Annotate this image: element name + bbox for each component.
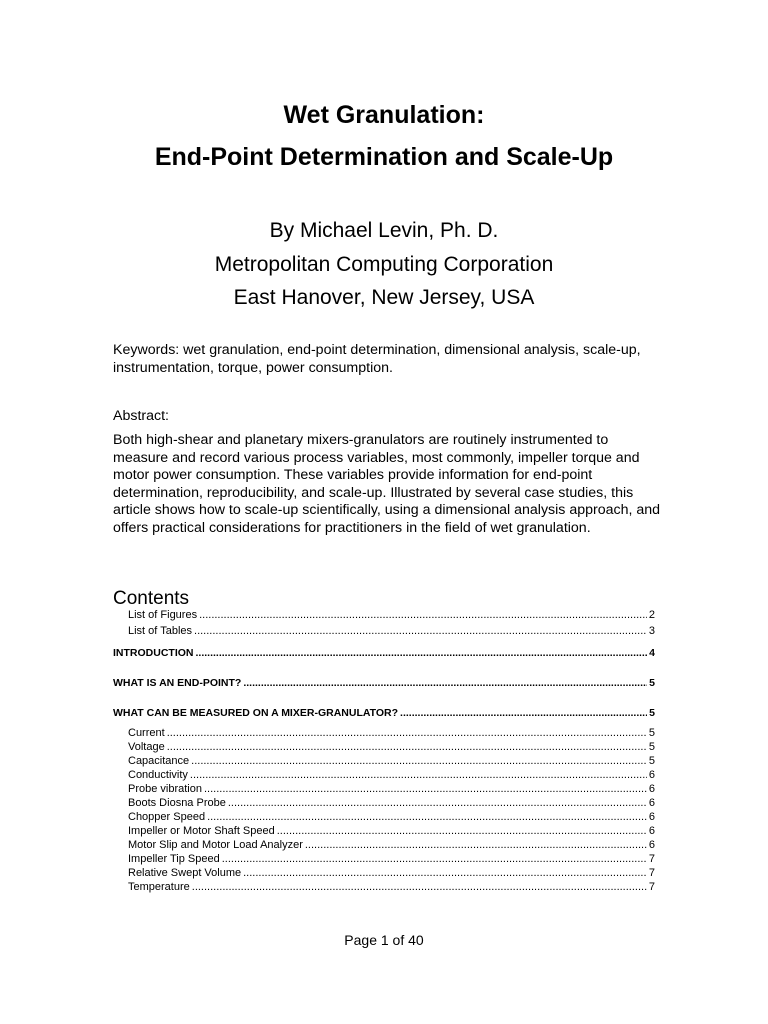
title-line-2: End-Point Determination and Scale-Up — [154, 143, 614, 171]
toc-entry-page: 5 — [648, 741, 655, 753]
toc-entry[interactable] — [128, 740, 655, 754]
toc-entry[interactable] — [128, 782, 655, 796]
toc-entry-page: 6 — [648, 769, 655, 781]
toc-entry-page: 6 — [648, 825, 655, 837]
toc-leader-dots — [167, 727, 647, 740]
toc-entry-page: 5 — [648, 755, 655, 767]
keywords-paragraph: Keywords: wet granulation, end-point determination, dimensional analysis, scale-up, instrumentation, torque, power consumption. — [113, 342, 641, 376]
toc-entry[interactable] — [128, 624, 655, 638]
abstract-text: Both high-shear and planetary mixers-granulators are routinely instrumented to measure and record various process variables, most commonly, impeller torque and motor power consumption. These variables provide information for end-point determination, reproducibility, and scale-up. Illustrated by several case studies, this article shows how to scale-up scientifically, using a dimensional analysis approach, and offers practical considerations for practitioners in the field of wet granulation. — [113, 432, 661, 536]
toc-entry-page: 6 — [648, 797, 655, 809]
toc-leader-dots — [222, 853, 647, 866]
toc-entry-label: WHAT CAN BE MEASURED ON A MIXER-GRANULATOR? — [113, 707, 399, 719]
toc-entry-label: WHAT IS AN END-POINT? — [113, 677, 242, 689]
toc-leader-dots — [228, 797, 647, 810]
contents-heading: Contents — [113, 588, 190, 609]
toc-entry-label: Conductivity — [128, 769, 188, 781]
toc-entry-label: List of Figures — [128, 609, 198, 621]
toc-leader-dots — [204, 783, 647, 796]
toc-entry[interactable] — [128, 824, 655, 838]
author-organization: Metropolitan Computing Corporation — [214, 253, 554, 276]
toc-entry-page: 4 — [649, 647, 655, 659]
toc-entry-page: 5 — [648, 727, 655, 739]
toc-leader-dots — [400, 707, 647, 720]
toc-entry[interactable] — [128, 726, 655, 740]
toc-entry[interactable] — [113, 646, 655, 660]
toc-entry-page: 6 — [648, 839, 655, 851]
toc-entry-page: 6 — [648, 811, 655, 823]
toc-entry-label: Temperature — [128, 881, 190, 893]
toc-leader-dots — [243, 677, 647, 690]
toc-leader-dots — [277, 825, 647, 838]
abstract-label: Abstract: — [113, 408, 169, 424]
toc-entry[interactable] — [113, 676, 655, 690]
toc-entry-label: Current — [128, 727, 165, 739]
toc-leader-dots — [167, 741, 647, 754]
toc-leader-dots — [194, 625, 647, 638]
toc-entry-label: Probe vibration — [128, 783, 202, 795]
toc-entry[interactable] — [128, 754, 655, 768]
toc-entry[interactable] — [128, 880, 655, 894]
toc-leader-dots — [199, 609, 647, 622]
toc-entry-label: Impeller or Motor Shaft Speed — [128, 825, 275, 837]
toc-entry-page: 6 — [648, 783, 655, 795]
toc-entry-page: 3 — [648, 625, 655, 637]
toc-entry-page: 2 — [648, 609, 655, 621]
toc-entry[interactable] — [113, 706, 655, 720]
toc-entry[interactable] — [128, 810, 655, 824]
toc-entry-label: Voltage — [128, 741, 165, 753]
toc-entry[interactable] — [128, 768, 655, 782]
toc-leader-dots — [305, 839, 647, 852]
toc-entry[interactable] — [128, 608, 655, 622]
toc-entry[interactable] — [128, 866, 655, 880]
toc-leader-dots — [191, 755, 647, 768]
toc-entry-page: 5 — [649, 677, 655, 689]
toc-entry[interactable] — [128, 838, 655, 852]
toc-entry-page: 7 — [648, 867, 655, 879]
toc-entry-label: Motor Slip and Motor Load Analyzer — [128, 839, 303, 851]
toc-leader-dots — [190, 769, 647, 782]
toc-entry-label: List of Tables — [128, 625, 193, 637]
author-name: By Michael Levin, Ph. D. — [269, 219, 499, 242]
toc-entry-label: Capacitance — [128, 755, 190, 767]
title-line-1: Wet Granulation: — [283, 101, 485, 129]
toc-leader-dots — [196, 647, 648, 660]
toc-leader-dots — [243, 867, 647, 880]
author-location: East Hanover, New Jersey, USA — [233, 286, 535, 309]
toc-leader-dots — [207, 811, 647, 824]
toc-entry-page: 7 — [648, 881, 655, 893]
toc-entry-page: 5 — [649, 707, 655, 719]
toc-leader-dots — [192, 881, 647, 894]
page-footer: Page 1 of 40 — [344, 932, 424, 948]
toc-entry-label: Chopper Speed — [128, 811, 206, 823]
toc-entry-label: Impeller Tip Speed — [128, 853, 220, 865]
toc-entry-label: Boots Diosna Probe — [128, 797, 226, 809]
toc-entry-label: INTRODUCTION — [113, 647, 194, 659]
toc-entry[interactable] — [128, 852, 655, 866]
toc-entry-page: 7 — [648, 853, 655, 865]
toc-entry-label: Relative Swept Volume — [128, 867, 242, 879]
toc-entry[interactable] — [128, 796, 655, 810]
